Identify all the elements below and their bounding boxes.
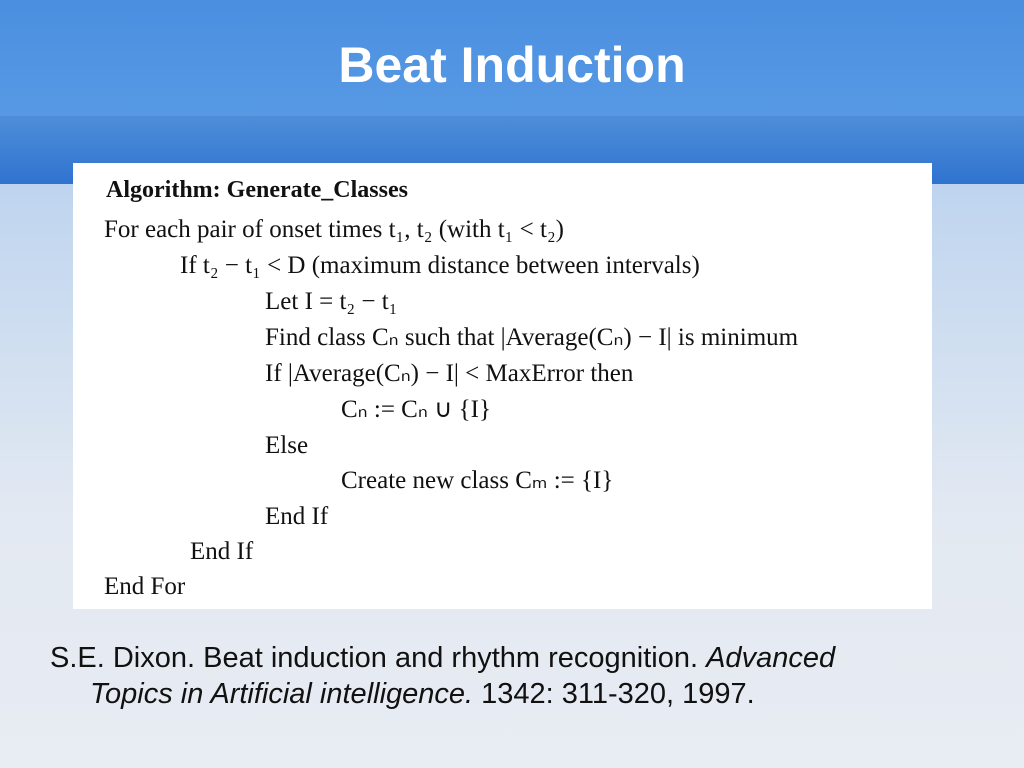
algorithm-line: Find class Cₙ such that |Average(Cₙ) − I| is minimum: [265, 324, 799, 351]
algorithm-line: If |Average(Cₙ) − I| < MaxError then: [265, 360, 634, 387]
slide-title: Beat Induction: [338, 37, 686, 93]
reference-venue-part1: Advanced: [706, 642, 836, 674]
algorithm-line: End If: [265, 503, 329, 530]
reference-details: 1342: 311-320, 1997.: [473, 678, 755, 710]
reference-authors-title: S.E. Dixon. Beat induction and rhythm recognition.: [50, 642, 707, 674]
algorithm-title: Algorithm: Generate_Classes: [106, 177, 408, 203]
algorithm-line: Cₙ := Cₙ ∪ {I}: [341, 396, 491, 423]
algorithm-line: Create new class Cₘ := {I}: [341, 467, 614, 494]
reference-venue-part2: Topics in Artificial intelligence.: [90, 678, 474, 710]
algorithm-image: [73, 163, 932, 609]
algorithm-line: Let I = t₂ − t₁: [265, 288, 398, 315]
algorithm-line: Else: [265, 432, 309, 459]
reference-citation: [50, 640, 990, 712]
algorithm-line: For each pair of onset times t₁, t₂ (with t₁ < t₂): [104, 216, 564, 243]
algorithm-line: End For: [104, 573, 186, 600]
algorithm-line: If t₂ − t₁ < D (maximum distance between intervals): [180, 252, 700, 279]
algorithm-line: End If: [190, 538, 254, 565]
